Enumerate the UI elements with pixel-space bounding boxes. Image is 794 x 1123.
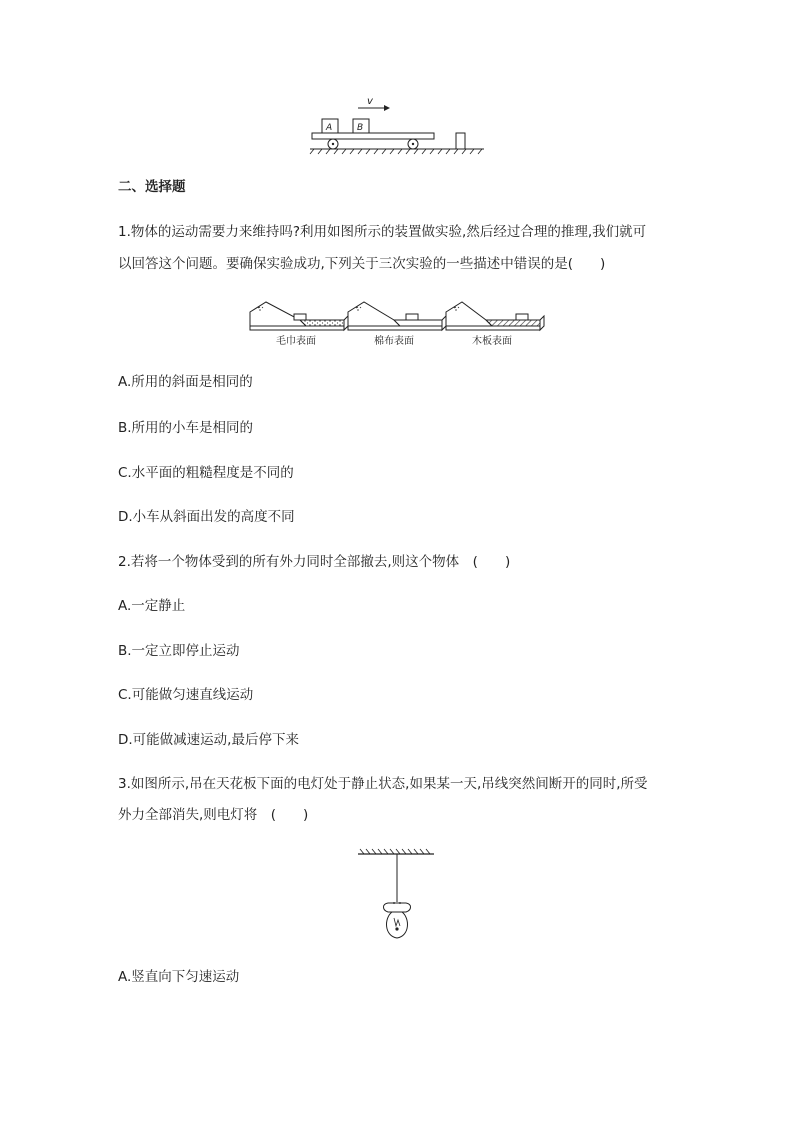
question-1-line-1: 1.物体的运动需要力来维持吗?利用如图所示的装置做实验,然后经过合理的推理,我们就可	[118, 224, 647, 240]
obstacle-block	[456, 133, 465, 149]
velocity-label: v	[367, 96, 373, 107]
light-bulb	[387, 912, 408, 938]
section-title: 二、选择题	[118, 179, 186, 195]
question-3-line-1: 3.如图所示,吊在天花板下面的电灯处于静止状态,如果某一天,吊线突然间断开的同时,所受	[118, 776, 648, 792]
question-2-option-c: C.可能做匀速直线运动	[118, 687, 254, 703]
question-3-line-2: 外力全部消失,则电灯将 ( )	[118, 807, 309, 823]
cotton-surface-panel	[348, 302, 446, 330]
surfaces-figure	[244, 296, 548, 348]
question-1-option-a: A.所用的斜面是相同的	[118, 374, 253, 390]
block-a-label: A	[326, 123, 333, 133]
towel-surface-panel	[250, 302, 348, 330]
towel-surface-label: 毛巾表面	[276, 336, 316, 347]
lamp-figure	[352, 846, 442, 944]
question-1-option-d: D.小车从斜面出发的高度不同	[118, 509, 295, 525]
question-2-option-d: D.可能做减速运动,最后停下来	[118, 732, 299, 748]
cart-figure	[300, 92, 500, 158]
wood-surface-panel	[446, 302, 544, 330]
question-2-option-b: B.一定立即停止运动	[118, 643, 240, 659]
question-1-option-c: C.水平面的粗糙程度是不同的	[118, 465, 294, 481]
cotton-surface-label: 棉布表面	[374, 336, 414, 347]
question-3-option-a: A.竖直向下匀速运动	[118, 969, 240, 985]
block-b-label: B	[357, 123, 364, 133]
lamp-holder	[384, 903, 411, 912]
question-1-option-b: B.所用的小车是相同的	[118, 420, 254, 436]
question-2-option-a: A.一定静止	[118, 598, 186, 614]
cart-board	[312, 133, 434, 139]
wood-surface-label: 木板表面	[472, 336, 512, 347]
question-2-line-1: 2.若将一个物体受到的所有外力同时全部撤去,则这个物体 ( )	[118, 554, 511, 570]
question-1-line-2: 以回答这个问题。要确保实验成功,下列关于三次实验的一些描述中错误的是( )	[118, 256, 606, 272]
